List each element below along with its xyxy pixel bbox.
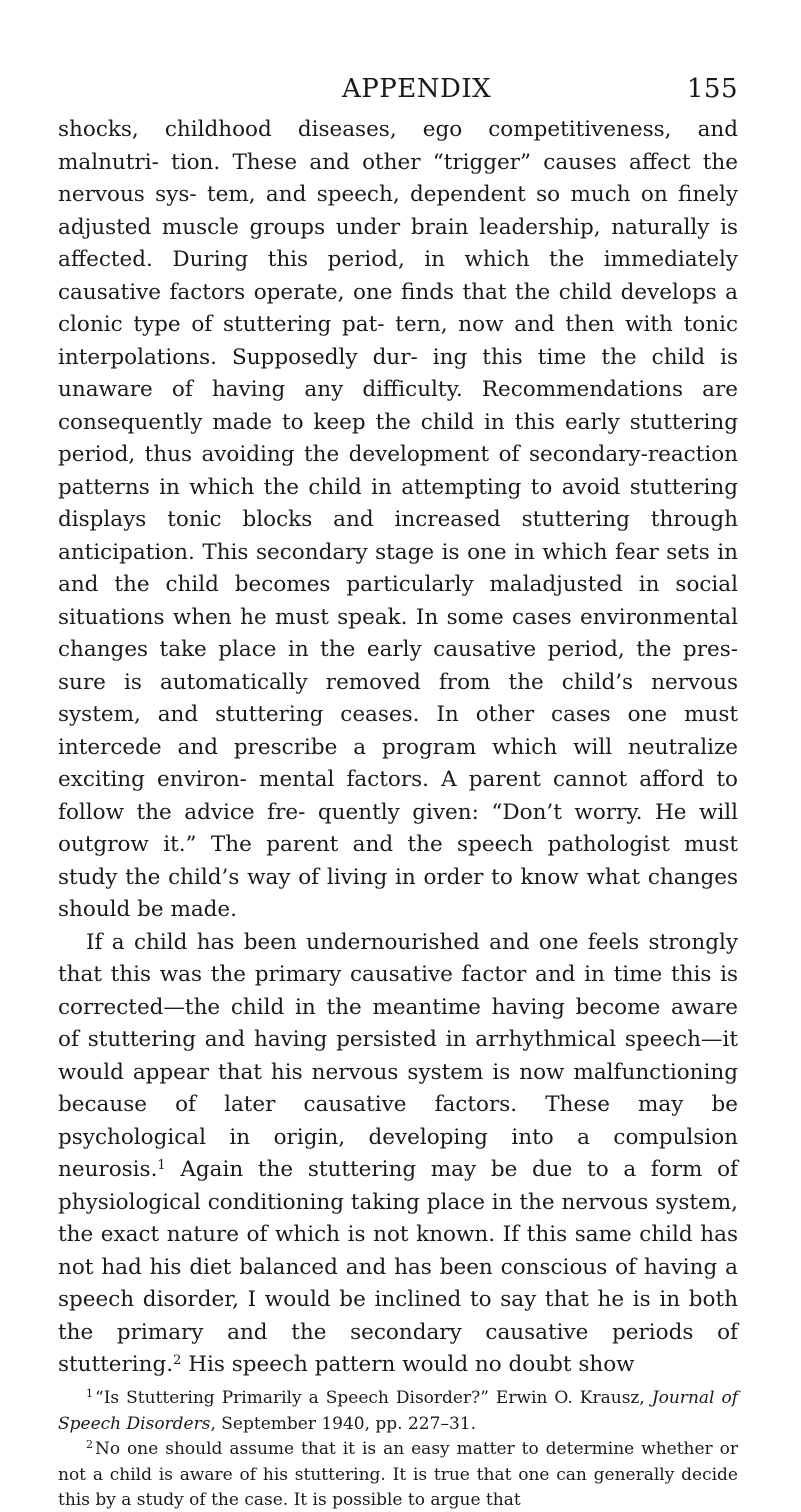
book-page [58, 62, 738, 1512]
footnote-1-mark: 1 [86, 1387, 93, 1400]
paragraph-1: shocks, childhood diseases, ego competitiveness, and malnutri- tion. These and other “trigger” causes affect the nervous sys- tem, and speech, dependent so much on finely adjusted muscle groups under brain leadership, naturally is affected. During this period, in which the immediately causative factors operate, one finds that the child develops a clonic type of stuttering pat- tern, now and then with tonic interpolations. Supposedly dur- ing this time the child is unaware of having any difficulty. Recommendations are consequently made to keep the child in this early stuttering period, thus avoiding the development of secondary-reaction patterns in which the child in attempting to avoid stuttering displays tonic blocks and increased stuttering through anticipation. This secondary stage is one in which fear sets in and the child becomes particularly maladjusted in social situations when he must speak. In some cases environmental changes take place in the early causative period, the pres- sure is automatically removed from the child’s nervous system, and stuttering ceases. In other cases one must intercede and prescribe a program which will neutralize exciting environ- mental factors. A parent cannot afford to follow the advice fre- quently given: “Don’t worry. He will outgrow it.” The parent and the speech pathologist must study the child’s way of living in order to know what changes should be made. [58, 114, 738, 927]
paragraph-2-part-c: His speech pattern would no doubt show [181, 1352, 634, 1377]
footnote-1 [58, 1386, 738, 1437]
footnote-1-text-b: , September 1940, pp. 227–31. [210, 1414, 476, 1434]
footnotes [58, 1386, 738, 1512]
running-head [58, 62, 738, 102]
paragraph-2-part-b: Again the stuttering may be due to a form of physiological conditioning taking place in the nervous system, the exact nature of which is not known. If this same child has not had his diet balanced and has been conscious of having a speech disorder, I would be inclined to say that he is in both the primary and the secondary causative periods of stuttering. [58, 1157, 738, 1377]
paragraph-2 [58, 927, 738, 1382]
footnote-2-mark: 2 [86, 1438, 93, 1451]
page-number: 155 [687, 74, 738, 104]
footnote-2-text: No one should assume that it is an easy matter to determine whether or not a child is aware of his stuttering. It is true that one can generally decide this by a study of the case. It is possible to argue that [58, 1439, 738, 1510]
footnote-1-journal: Journal of Speech Disorders [58, 1388, 738, 1435]
footnote-2 [58, 1437, 738, 1512]
footnote-ref-1: 1 [157, 1158, 165, 1173]
paragraph-2-part-a: If a child has been undernourished and one feels strongly that this was the primary causative factor and in time this is corrected—the child in the meantime having become aware of stuttering and having persisted in arrhythmical speech—it would appear that his nervous system is now malfunctioning because of later causative factors. These may be psychological in origin, developing into a compulsion neurosis. [58, 930, 738, 1183]
body-text [58, 114, 738, 1382]
running-head-title: APPENDIX [342, 74, 491, 104]
footnote-1-text-a: “Is Stuttering Primarily a Speech Disorder?” Erwin O. Krausz, [95, 1388, 652, 1408]
footnote-ref-2: 2 [173, 1353, 181, 1368]
